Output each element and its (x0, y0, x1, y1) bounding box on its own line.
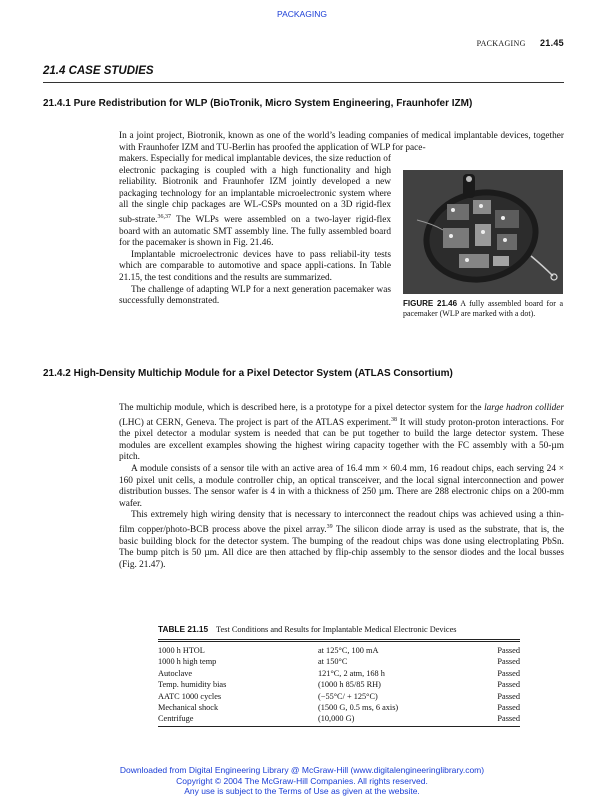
paragraph-3: The challenge of adapting WLP for a next generation pacemaker was successfully demonstrated. (119, 284, 391, 307)
figure-caption-text: A fully assembled board for a pacemaker (WLP are marked with a dot). (403, 299, 564, 318)
footer-copyright: Copyright © 2004 The McGraw-Hill Companies. All rights reserved. (176, 775, 428, 786)
table-cell-test: AATC 1000 cycles (158, 691, 222, 701)
table-bottom-rule (158, 726, 520, 727)
table-cell-condition: (1500 G, 0.5 ms, 6 axis) (318, 703, 399, 712)
table-cell-result: Passed (497, 657, 520, 667)
table-cell-result: Passed (497, 691, 520, 701)
table-cell-condition: at 150°C (318, 657, 348, 667)
figure-caption (403, 299, 563, 319)
section-2-paragraph-1 (119, 403, 564, 464)
section-title: 21.4 CASE STUDIES (43, 65, 154, 77)
figure-label: FIGURE 21.46 (403, 299, 458, 308)
running-head-label: PACKAGING (476, 39, 526, 48)
para1-text: makers. Especially for medical implantable devices, the size reduction of electronic packaging is coupled with a high functionality and high reliability. Biotronik and Fraunhofer IZM jointly developed a new packaging technology for an implantable microelectronic system where all the single chip packages are WL-CSPs mounted on a 3D rigid-flex sub-strate. (119, 154, 391, 226)
reference-38: 38 (390, 416, 397, 423)
table-top-rule (158, 639, 520, 640)
table-cell-condition: (−55°C/ + 125°C) (318, 691, 378, 701)
section-2-paragraph-3 (119, 510, 564, 571)
intro-paragraph-top (119, 131, 564, 154)
table-cell-condition: 121°C, 2 atm, 168 h (318, 668, 385, 678)
s2p1-text-b: (LHC) at CERN, Geneva. The project is part of the ATLAS experiment. (119, 417, 391, 428)
reference-36-37: 36,37 (157, 213, 171, 220)
table-cell-result: Passed (497, 646, 520, 655)
table-row (158, 702, 520, 713)
table-row (158, 668, 520, 679)
s2p3-text-b: The silicon diode array is used as the substrate, that is, the basic building block for the detector system. The bumping of the readout chips was done using electroplating PbSn. The bump pitch is 50 µm. All dice are then attached by flip-chip assembly to the sensor diodes and the local busses (Fig. 21.47). (119, 525, 564, 570)
pacemaker-board-image (403, 170, 563, 294)
table-cell-test: 1000 h high temp (158, 657, 217, 667)
s2p3-text-a: This extremely high wiring density that is necessary to interconnect the readout chips was achieved using a thin-film copper/photo-BCB process above the pixel array. (119, 510, 564, 536)
section-2-paragraph-2: A module consists of a sensor tile with an active area of 16.4 mm × 60.4 mm, 16 readout chips, each serving 24 × 160 pixel unit cells, a module controller chip, an optical transceiver, and the local signal interconnection and power distribution busses. The sensor wafer is 4 in with a thickness of 250 µm. There are 288 electronic chips on a 200-mm wafer. (119, 464, 564, 509)
section-rule (43, 82, 564, 83)
table-cell-result: Passed (497, 703, 520, 712)
table-cell-result: Passed (497, 680, 520, 690)
section-2-text (119, 403, 564, 572)
table-cell-result: Passed (497, 668, 520, 678)
table-cell-condition: (1000 h 85/85 RH) (318, 680, 381, 690)
paragraph-2: Implantable microelectronic devices have to pass reliabil-ity tests which are comparable to automotive and space appli-cations. In Table 21.15, the test conditions and the results are summarized. (119, 249, 391, 284)
subsection-heading-2: 21.4.2 High-Density Multichip Module for a Pixel Detector System (ATLAS Consortium) (43, 368, 453, 379)
table-cell-condition: (10,000 G) (318, 714, 355, 724)
table-title-text: Test Conditions and Results for Implantable Medical Electronic Devices (216, 625, 457, 634)
pacemaker-board-photo (403, 170, 563, 294)
s2p1-text-a: The multichip module, which is described here, is a prototype for a pixel detector system for the (119, 403, 485, 413)
table-cell-test: Centrifuge (158, 714, 194, 724)
table-cell-condition: at 125°C, 100 mA (318, 646, 379, 655)
table-label: TABLE 21.15 (158, 624, 209, 634)
s2p1-text-c: It will study proton-proton interactions. For the pixel detector a modular system is needed that can be put together to build the large detector system. These modules are excellent examples showing the highest wiring capacity together with the FC assembly with a 50-µm pitch. (119, 417, 564, 463)
top-banner: PACKAGING (277, 9, 327, 19)
table-cell-result: Passed (497, 714, 520, 724)
table-row (158, 645, 520, 656)
running-head (477, 38, 564, 48)
table-row (158, 679, 520, 690)
table-cell-test: Mechanical shock (158, 703, 219, 712)
subsection-heading-1: 21.4.1 Pure Redistribution for WLP (BioTronik, Micro System Engineering, Fraunhofer IZM) (43, 98, 473, 109)
footer-download-link[interactable]: Downloaded from Digital Engineering Library @ McGraw-Hill (www.digitalengineeringlibrary.com) (119, 765, 485, 775)
table-top-rule-2 (158, 641, 520, 642)
intro-paragraph-fullwidth: In a joint project, Biotronik, known as one of the world’s leading companies of medical implantable devices, together with Fraunhofer IZM and TU-Berlin has proofed the application of WLP for pace- (119, 131, 564, 153)
column-text (119, 154, 391, 308)
page-number: 21.45 (539, 38, 564, 48)
table-cell-test: Temp. humidity bias (158, 680, 227, 690)
table-title (158, 624, 456, 634)
s2p1-italic: large hadron collider (484, 403, 564, 413)
table-row (158, 656, 520, 667)
table-row (158, 713, 520, 724)
para1-text-b: The WLPs were assembled on a two-layer rigid-flex board with an automatic SMT assembly line. The fully assembled board for the pacemaker is shown in Fig. 21.46. (119, 215, 391, 249)
reference-39: 39 (326, 524, 333, 531)
table-cell-test: 1000 h HTOL (158, 646, 205, 655)
footer-terms-link[interactable]: Any use is subject to the Terms of Use as given at the website. (184, 786, 420, 796)
paragraph-1 (119, 154, 391, 250)
table-cell-test: Autoclave (158, 668, 193, 678)
table-row (158, 691, 520, 702)
